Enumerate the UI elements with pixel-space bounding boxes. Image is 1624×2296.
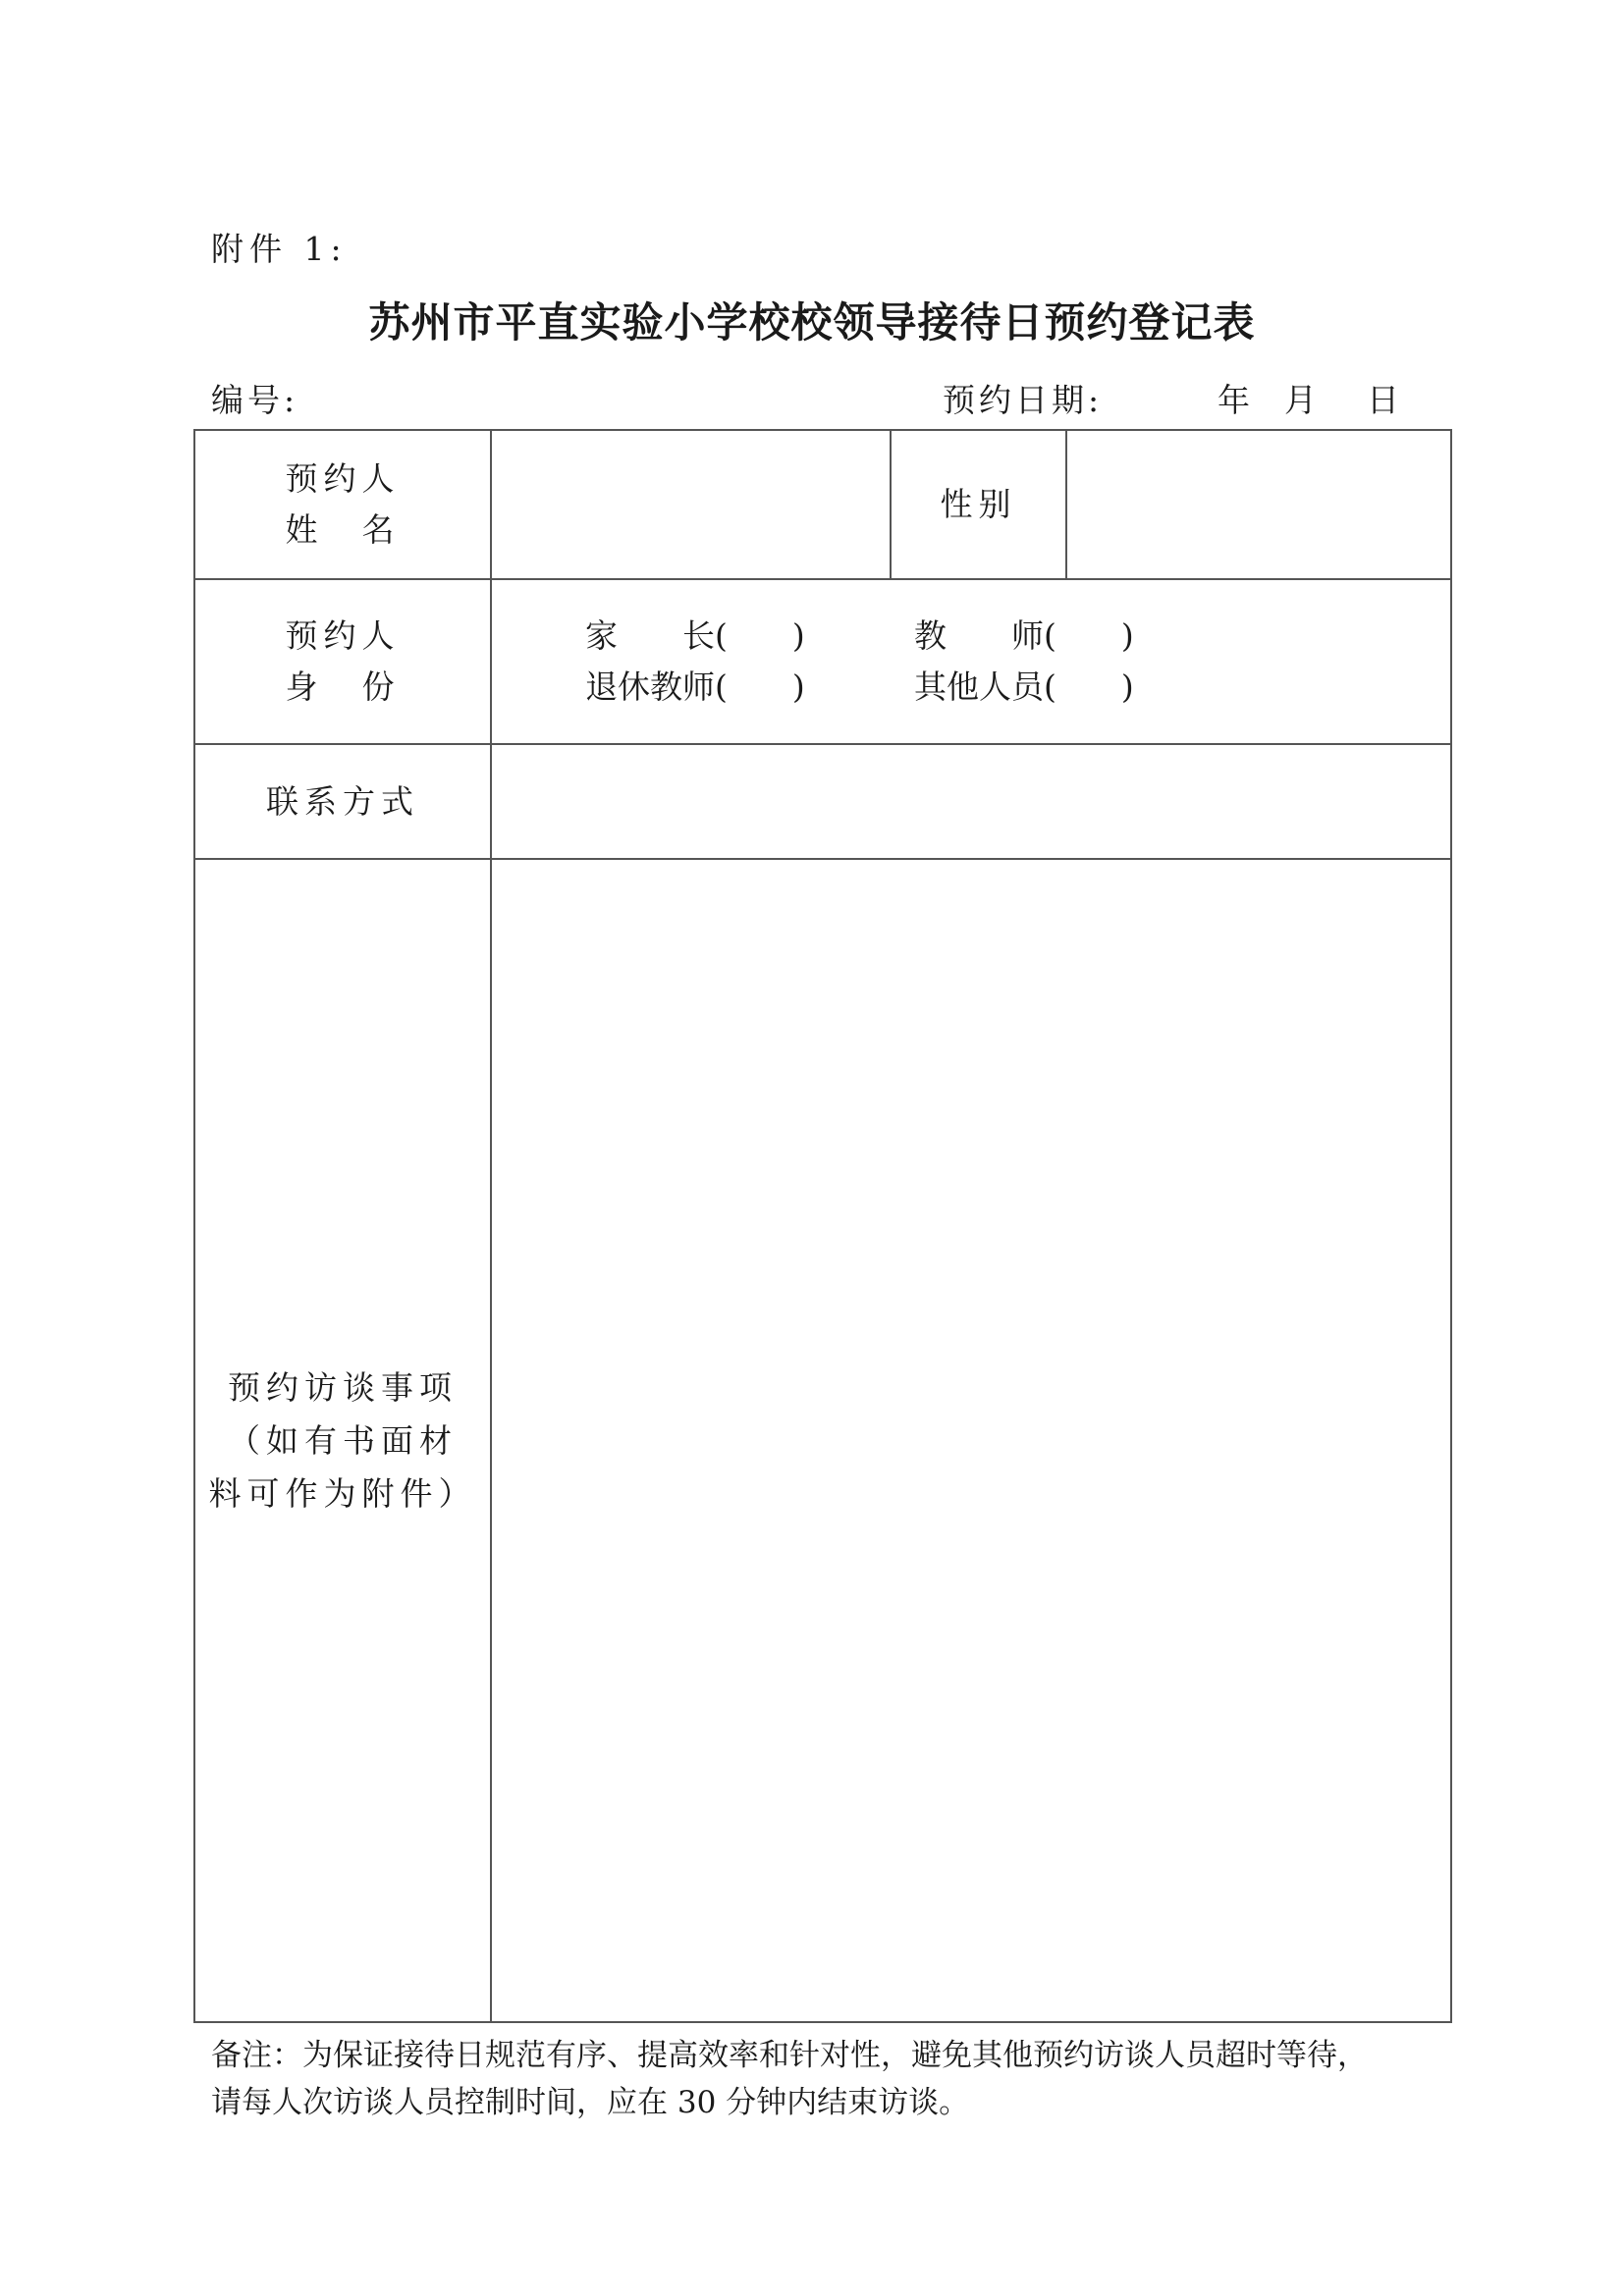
date-day-label: 日: [1367, 381, 1403, 419]
notes: [211, 2032, 1450, 2126]
identity-label-line2: 身 份: [285, 667, 401, 706]
name-label-cell: [194, 430, 491, 579]
gender-input-cell[interactable]: [1066, 430, 1451, 579]
matters-input-cell[interactable]: [491, 859, 1451, 2022]
matters-label-line2: （如有书面材: [228, 1420, 458, 1460]
matters-label-line1: 预约访谈事项: [228, 1367, 458, 1407]
contact-label: 联系方式: [266, 781, 419, 821]
identity-option-teacher[interactable]: 教 师( ): [914, 616, 1134, 655]
identity-option-retired-teacher[interactable]: 退休教师( ): [585, 667, 805, 706]
notes-line1: 备注：为保证接待日规范有序、提高效率和针对性，避免其他预约访谈人员超时等待，: [211, 2038, 1368, 2073]
name-label-line2: 姓 名: [285, 510, 401, 549]
name-input-cell[interactable]: [491, 430, 891, 579]
contact-input-cell[interactable]: [491, 744, 1451, 859]
notes-line2: 请每人次访谈人员控制时间，应在 30 分钟内结束访谈。: [211, 2085, 970, 2120]
identity-option-other[interactable]: 其他人员( ): [914, 667, 1134, 706]
matters-label-line3: 料可作为附件）: [208, 1473, 477, 1513]
date-month-label: 月: [1284, 381, 1321, 419]
appointment-date-label: 预约日期:: [943, 381, 1104, 419]
date-year-label: 年: [1218, 381, 1254, 419]
identity-label-line1: 预约人: [285, 616, 401, 655]
identity-label-cell: [194, 579, 491, 744]
identity-option-parent[interactable]: 家 长( ): [585, 616, 805, 655]
gender-label: 性别: [940, 485, 1017, 523]
page-title: 苏州市平直实验小学校校领导接待日预约登记表: [368, 298, 1256, 347]
name-label-line1: 预约人: [285, 459, 401, 498]
attachment-label: 附件 1:: [211, 230, 348, 268]
registration-form: [193, 429, 1452, 2023]
contact-label-cell: [194, 744, 491, 859]
matters-label-cell: [194, 859, 491, 2022]
serial-number-label: 编号:: [211, 381, 299, 419]
gender-label-cell: [891, 430, 1066, 579]
identity-options-cell: [491, 579, 1451, 744]
